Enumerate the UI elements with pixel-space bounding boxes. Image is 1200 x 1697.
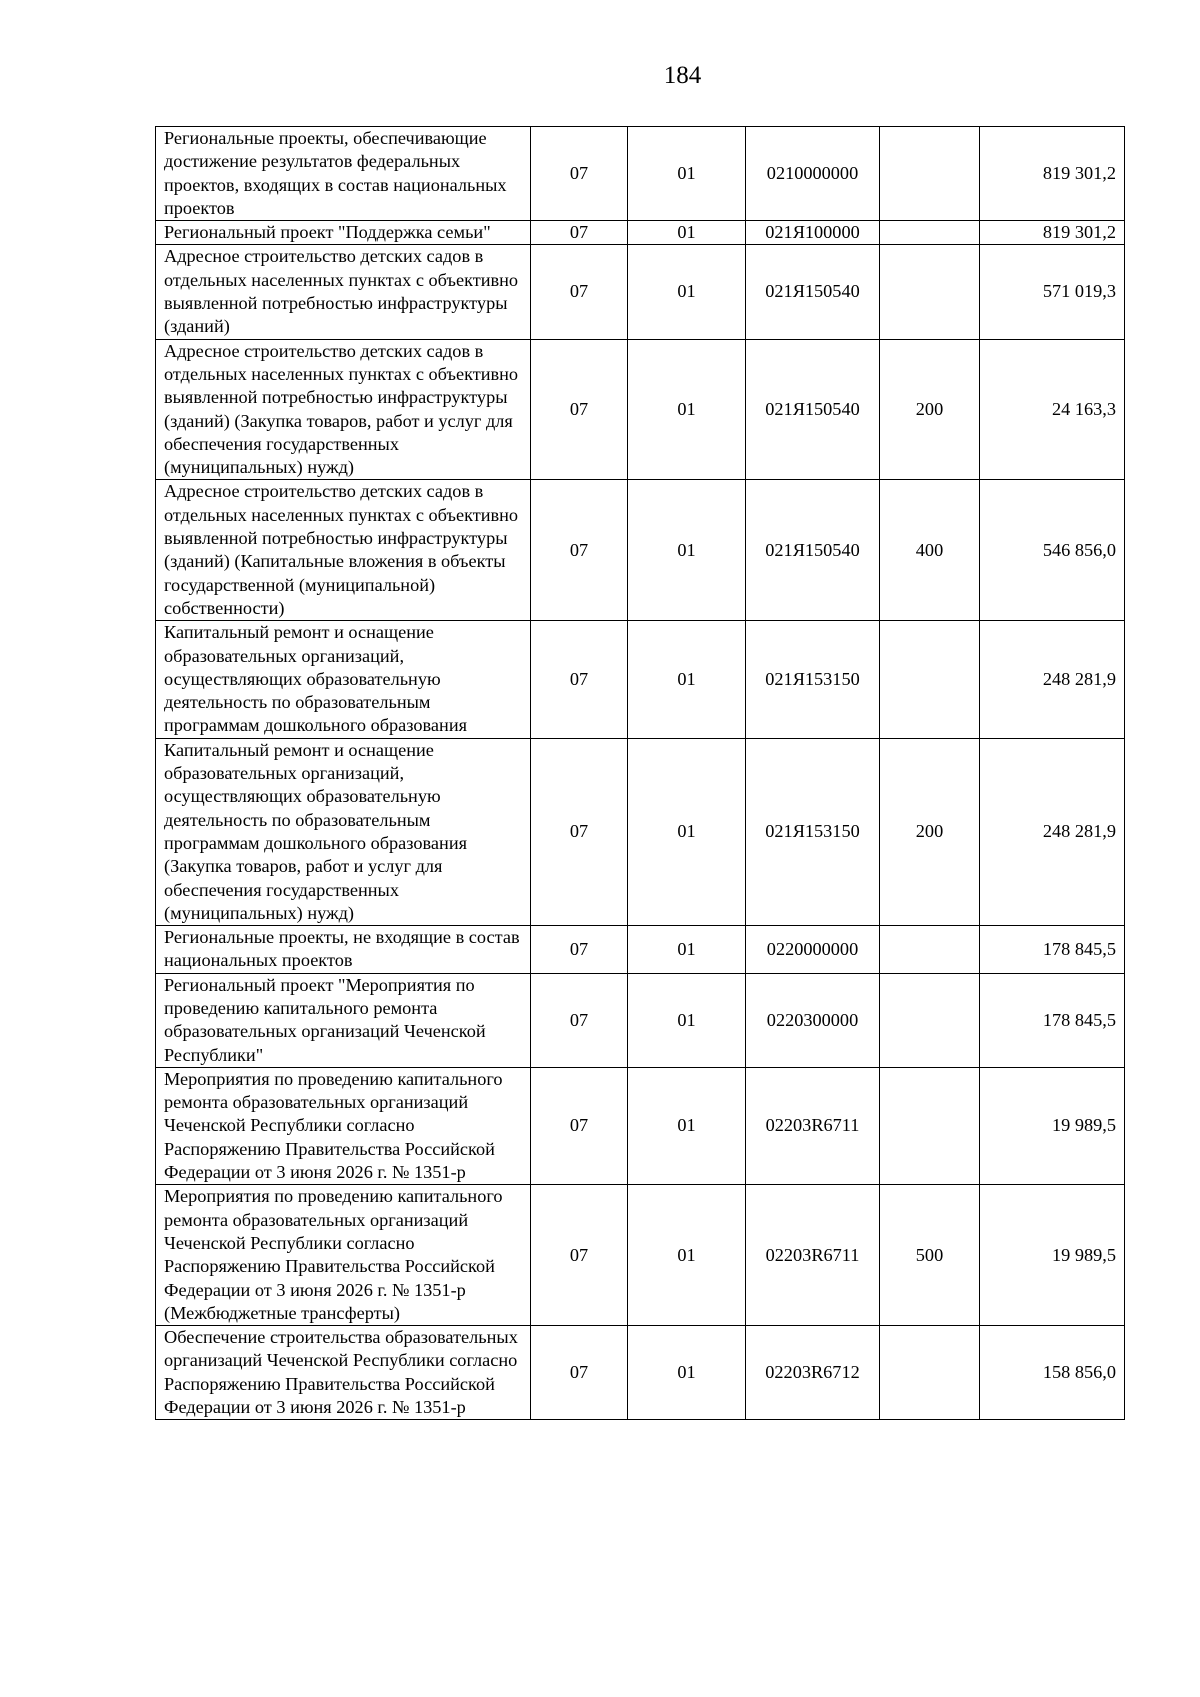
row-expense-type-code [880,973,980,1067]
row-target-article-code: 0210000000 [746,127,880,221]
row-target-article-code: 0220000000 [746,926,880,974]
row-expense-type-code [880,245,980,339]
row-target-article-code: 021Я150540 [746,245,880,339]
row-amount: 546 856,0 [980,480,1125,621]
row-section-code: 07 [531,339,628,480]
row-section-code: 07 [531,738,628,925]
row-section-code: 07 [531,1326,628,1420]
page-number: 184 [663,62,702,89]
row-subsection-code: 01 [628,738,746,925]
row-subsection-code: 01 [628,1067,746,1184]
row-target-article-code: 0220300000 [746,973,880,1067]
row-target-article-code: 02203R6711 [746,1067,880,1184]
table-row [156,127,1125,221]
row-description: Мероприятия по проведению капитального ремонта образовательных организаций Чеченской Республики согласно Распоряжению Правительства Российской Федерации от 3 июня 2026 г. № 1351-р [156,1067,531,1184]
table-row [156,221,1125,245]
row-subsection-code: 01 [628,221,746,245]
row-subsection-code: 01 [628,480,746,621]
row-target-article-code: 021Я150540 [746,480,880,621]
row-expense-type-code [880,1326,980,1420]
table-row [156,926,1125,974]
row-amount: 248 281,9 [980,738,1125,925]
table-row [156,1326,1125,1420]
row-section-code: 07 [531,127,628,221]
row-amount: 819 301,2 [980,127,1125,221]
row-expense-type-code [880,127,980,221]
row-target-article-code: 02203R6711 [746,1185,880,1326]
row-expense-type-code [880,926,980,974]
table-row [156,339,1125,480]
row-subsection-code: 01 [628,339,746,480]
row-expense-type-code: 400 [880,480,980,621]
row-subsection-code: 01 [628,1185,746,1326]
budget-table [155,126,1125,1420]
row-description: Капитальный ремонт и оснащение образовательных организаций, осуществляющих образовательную деятельность по образовательным программам дошкольного образования (Закупка товаров, работ и услуг для обеспечения государственных (муниципальных) нужд) [156,738,531,925]
row-amount: 178 845,5 [980,973,1125,1067]
row-section-code: 07 [531,926,628,974]
row-description: Мероприятия по проведению капитального ремонта образовательных организаций Чеченской Республики согласно Распоряжению Правительства Российской Федерации от 3 июня 2026 г. № 1351-р (Межбюджетные трансферты) [156,1185,531,1326]
row-description: Адресное строительство детских садов в отдельных населенных пунктах с объективно выявленной потребностью инфраструктуры (зданий) (Закупка товаров, работ и услуг для обеспечения государственных (муниципальных) нужд) [156,339,531,480]
row-expense-type-code: 200 [880,738,980,925]
row-amount: 571 019,3 [980,245,1125,339]
row-description: Региональный проект "Поддержка семьи" [156,221,531,245]
table-row [156,738,1125,925]
row-section-code: 07 [531,1185,628,1326]
row-subsection-code: 01 [628,1326,746,1420]
table-row [156,245,1125,339]
row-description: Адресное строительство детских садов в отдельных населенных пунктах с объективно выявленной потребностью инфраструктуры (зданий) [156,245,531,339]
row-amount: 178 845,5 [980,926,1125,974]
row-target-article-code: 021Я100000 [746,221,880,245]
budget-table-body [156,127,1125,1420]
row-expense-type-code [880,1067,980,1184]
row-amount: 19 989,5 [980,1067,1125,1184]
row-target-article-code: 02203R6712 [746,1326,880,1420]
row-section-code: 07 [531,245,628,339]
row-subsection-code: 01 [628,926,746,974]
row-description: Капитальный ремонт и оснащение образовательных организаций, осуществляющих образовательную деятельность по образовательным программам дошкольного образования [156,621,531,738]
table-row [156,621,1125,738]
row-description: Обеспечение строительства образовательных организаций Чеченской Республики согласно Распоряжению Правительства Российской Федерации от 3 июня 2026 г. № 1351-р [156,1326,531,1420]
row-amount: 819 301,2 [980,221,1125,245]
table-row [156,1067,1125,1184]
row-target-article-code: 021Я150540 [746,339,880,480]
row-expense-type-code: 200 [880,339,980,480]
row-section-code: 07 [531,480,628,621]
table-row [156,480,1125,621]
row-target-article-code: 021Я153150 [746,738,880,925]
row-subsection-code: 01 [628,973,746,1067]
row-subsection-code: 01 [628,245,746,339]
row-target-article-code: 021Я153150 [746,621,880,738]
row-section-code: 07 [531,221,628,245]
row-expense-type-code: 500 [880,1185,980,1326]
row-amount: 24 163,3 [980,339,1125,480]
row-expense-type-code [880,621,980,738]
row-expense-type-code [880,221,980,245]
row-description: Адресное строительство детских садов в отдельных населенных пунктах с объективно выявленной потребностью инфраструктуры (зданий) (Капитальные вложения в объекты государственной (муниципальной) собственности) [156,480,531,621]
row-section-code: 07 [531,621,628,738]
row-amount: 19 989,5 [980,1185,1125,1326]
row-section-code: 07 [531,973,628,1067]
row-amount: 158 856,0 [980,1326,1125,1420]
table-row [156,973,1125,1067]
table-row [156,1185,1125,1326]
row-description: Региональный проект "Мероприятия по проведению капитального ремонта образовательных организаций Чеченской Республики" [156,973,531,1067]
row-description: Региональные проекты, не входящие в состав национальных проектов [156,926,531,974]
row-subsection-code: 01 [628,621,746,738]
row-subsection-code: 01 [628,127,746,221]
row-amount: 248 281,9 [980,621,1125,738]
row-description: Региональные проекты, обеспечивающие достижение результатов федеральных проектов, входящих в состав национальных проектов [156,127,531,221]
row-section-code: 07 [531,1067,628,1184]
